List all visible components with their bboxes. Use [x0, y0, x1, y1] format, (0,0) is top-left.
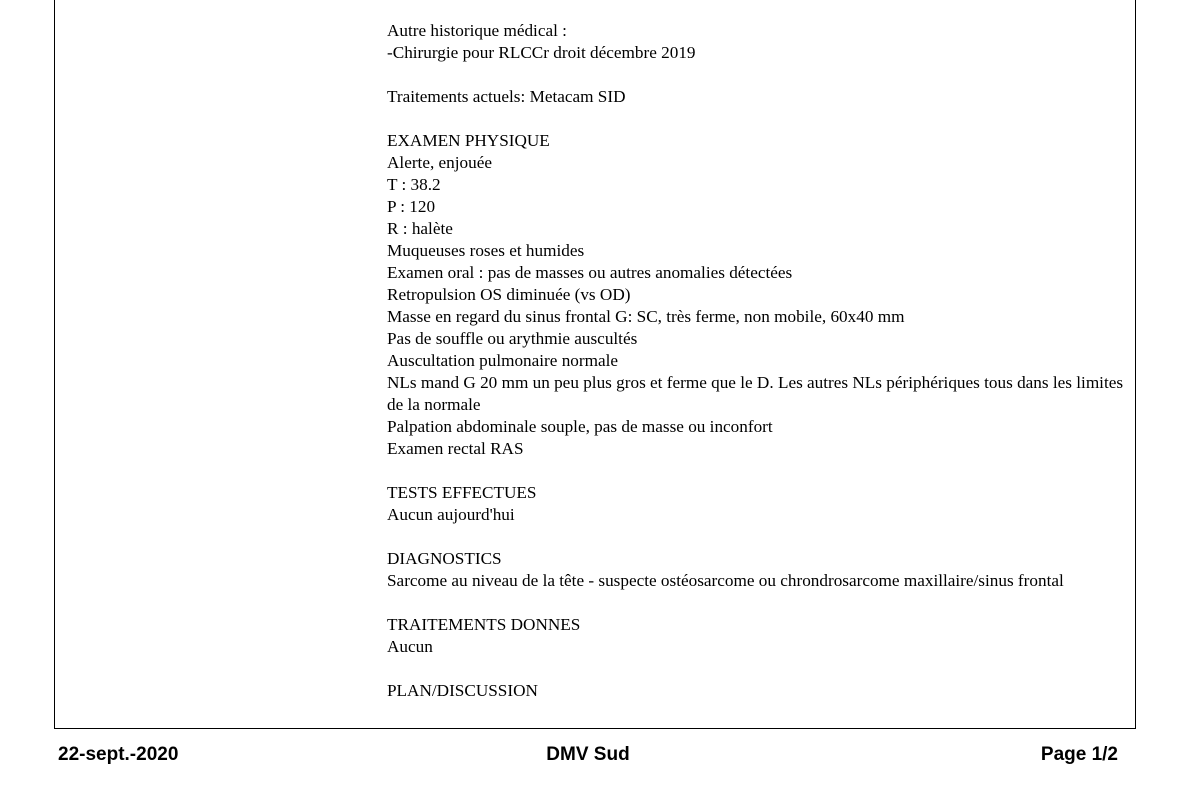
- record-line: DIAGNOSTICS: [387, 549, 502, 568]
- record-section: [387, 680, 1132, 702]
- record-line: Examen rectal RAS: [387, 439, 524, 458]
- record-section: [387, 614, 1132, 658]
- record-section: [387, 482, 1132, 526]
- page-footer: [58, 744, 1118, 768]
- record-line: R : halète: [387, 219, 453, 238]
- record-line: Muqueuses roses et humides: [387, 241, 585, 260]
- medical-record-content: [387, 20, 1132, 702]
- record-line: Examen oral : pas de masses ou autres anomalies détectées: [387, 263, 793, 282]
- record-line: NLs mand G 20 mm un peu plus gros et ferme que le D. Les autres NLs périphériques tous dans les limites de la normale: [387, 373, 1124, 414]
- record-line: Palpation abdominale souple, pas de masse ou inconfort: [387, 417, 773, 436]
- record-line: Retropulsion OS diminuée (vs OD): [387, 285, 631, 304]
- record-line: Sarcome au niveau de la tête - suspecte ostéosarcome ou chrondrosarcome maxillaire/sinus frontal: [387, 571, 1064, 590]
- record-line: Autre historique médical :: [387, 21, 567, 40]
- record-line: PLAN/DISCUSSION: [387, 681, 538, 700]
- record-line: Traitements actuels: Metacam SID: [387, 87, 626, 106]
- record-section: [387, 20, 1132, 64]
- record-line: Alerte, enjouée: [387, 153, 492, 172]
- record-section: [387, 86, 1132, 108]
- record-line: -Chirurgie pour RLCCr droit décembre 2019: [387, 43, 696, 62]
- footer-page-number: Page 1/2: [1040, 744, 1118, 765]
- record-line: Aucun aujourd'hui: [387, 505, 515, 524]
- record-line: TRAITEMENTS DONNES: [387, 615, 581, 634]
- record-line: P : 120: [387, 197, 436, 216]
- record-line: Pas de souffle ou arythmie auscultés: [387, 329, 638, 348]
- record-section: [387, 548, 1132, 592]
- footer-clinic-name: DMV Sud: [546, 744, 630, 765]
- record-line: T : 38.2: [387, 175, 441, 194]
- record-line: Masse en regard du sinus frontal G: SC, très ferme, non mobile, 60x40 mm: [387, 307, 905, 326]
- record-line: EXAMEN PHYSIQUE: [387, 131, 550, 150]
- record-section: [387, 130, 1132, 460]
- record-line: TESTS EFFECTUES: [387, 483, 537, 502]
- record-line: Aucun: [387, 637, 433, 656]
- footer-date: 22-sept.-2020: [58, 744, 179, 765]
- record-line: Auscultation pulmonaire normale: [387, 351, 619, 370]
